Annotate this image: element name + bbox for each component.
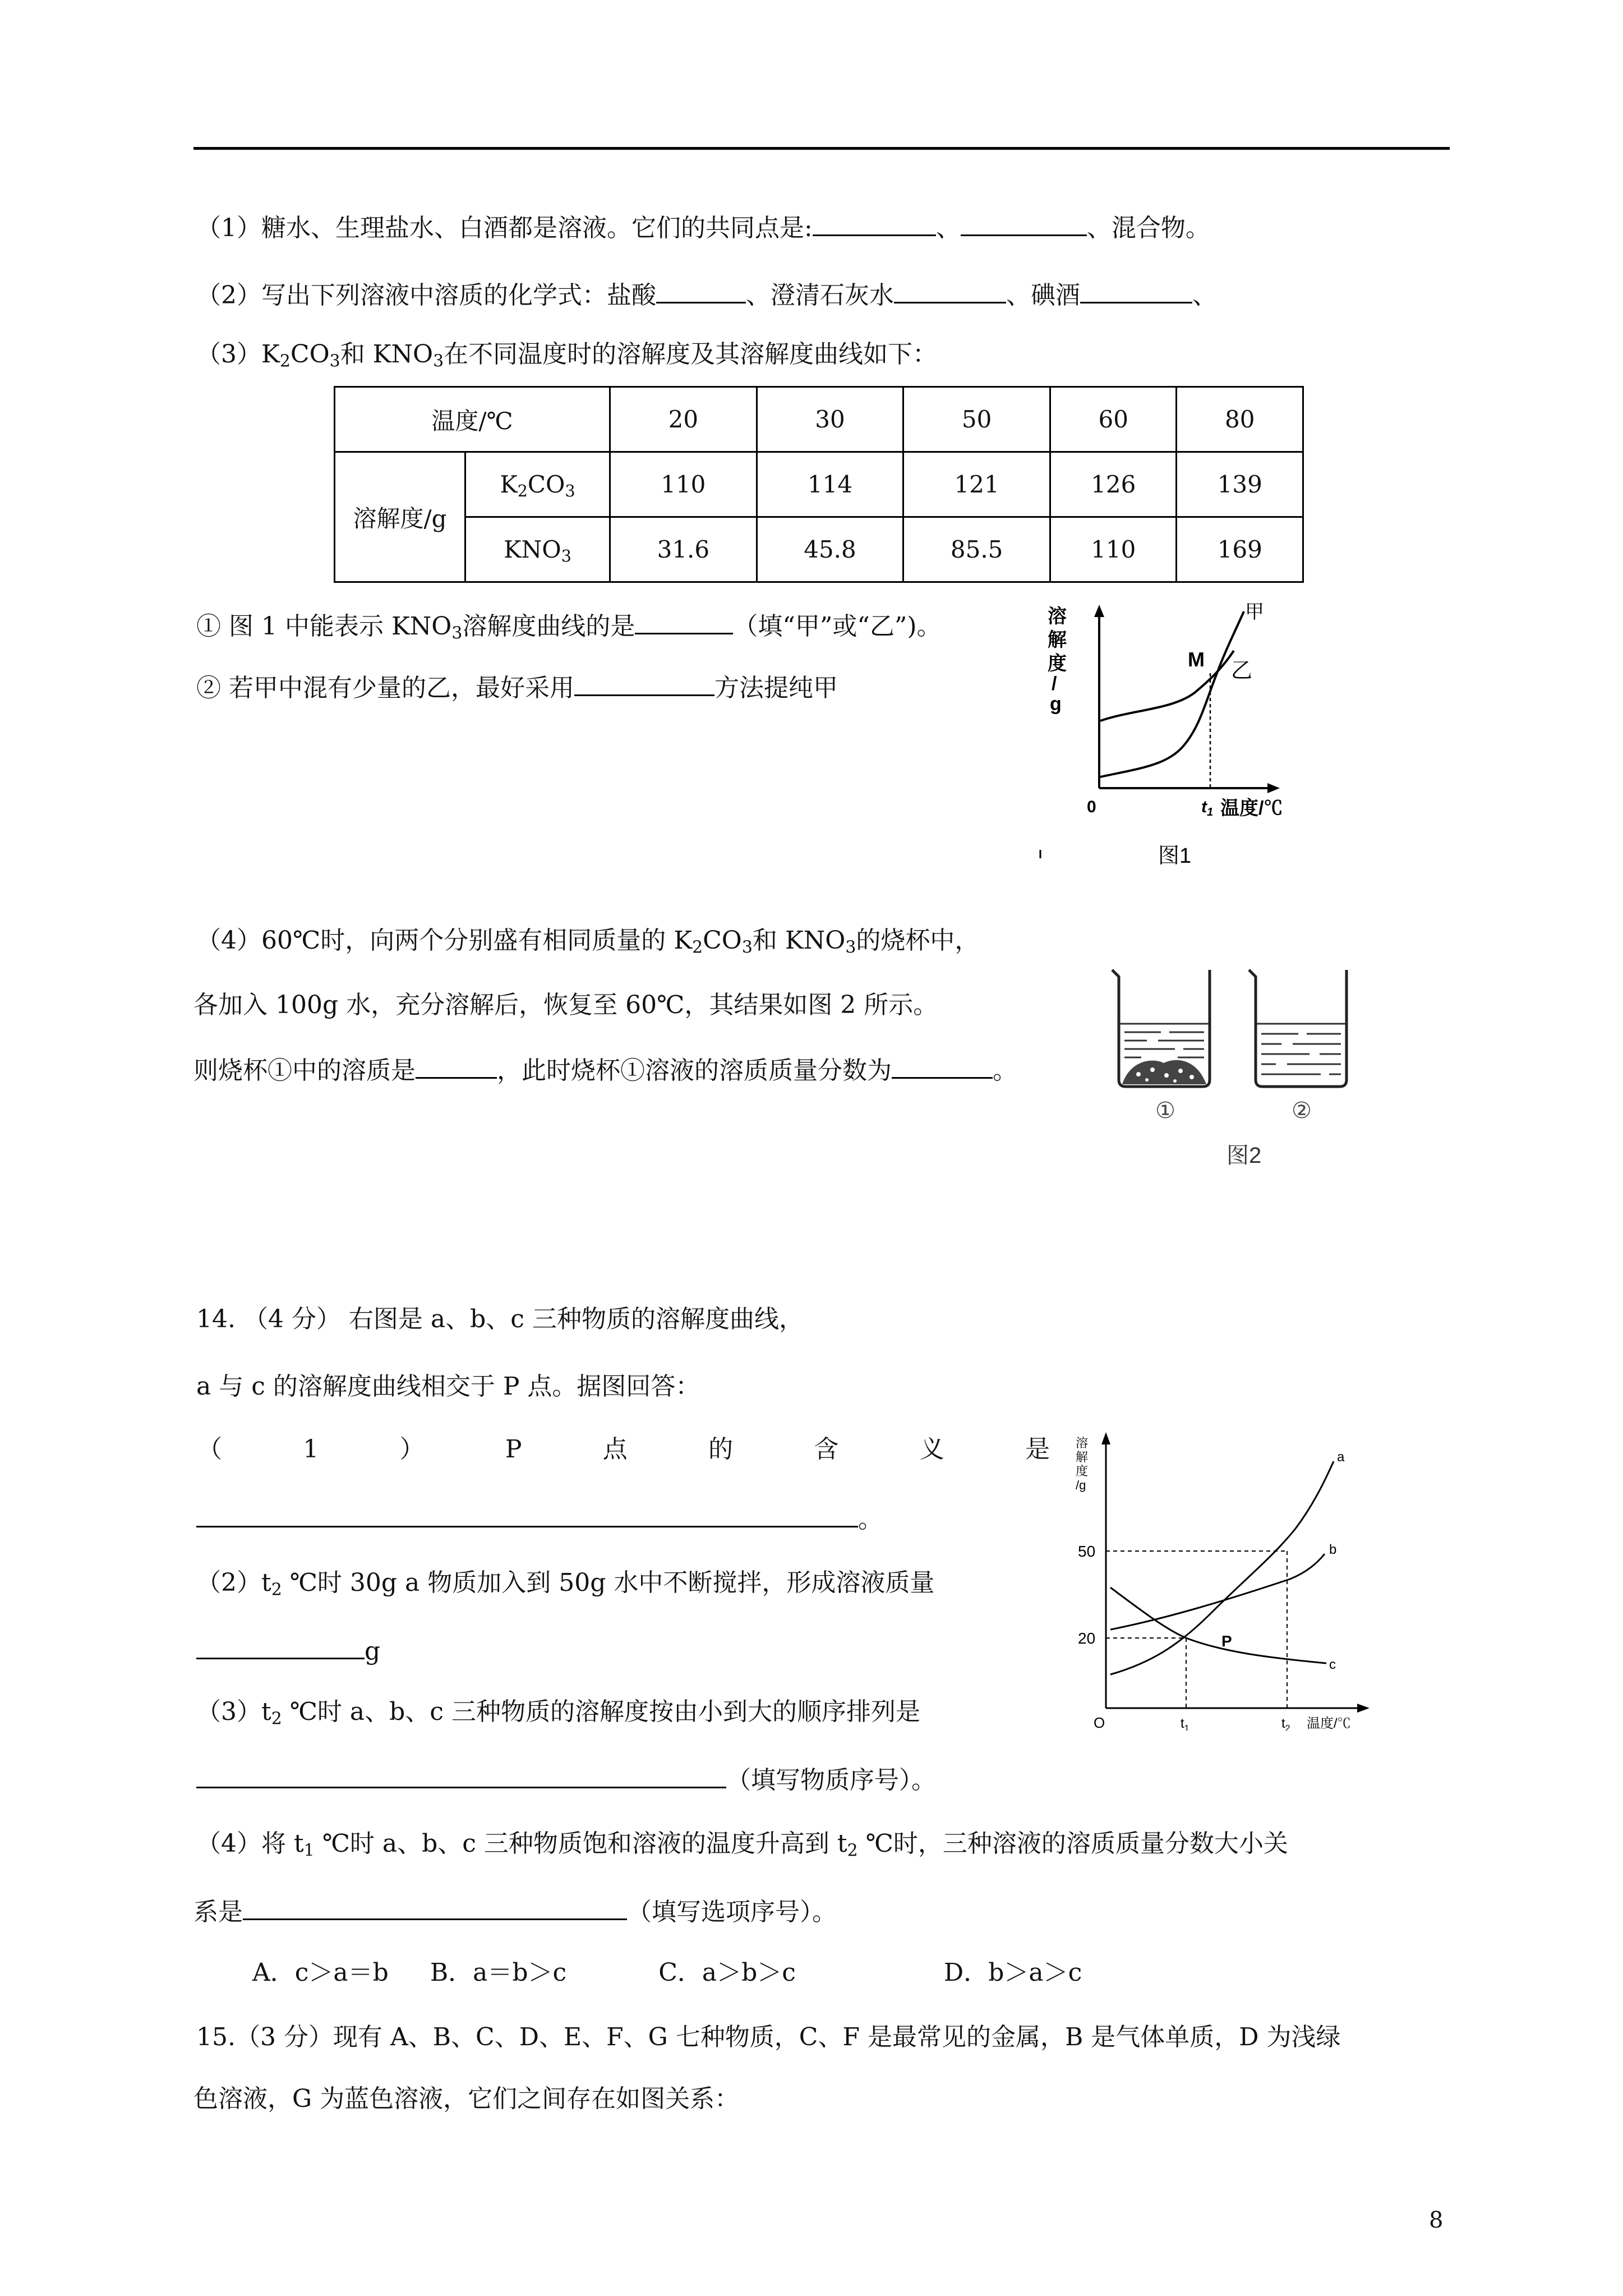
q14-heading: 14. （4 分） 右图是 a、b、c 三种物质的溶解度曲线， [196, 1305, 804, 1333]
table-row [335, 452, 1303, 517]
figure-2-beakers [1108, 962, 1360, 1175]
text: 和 KNO [340, 340, 434, 369]
answer-blank[interactable] [635, 610, 733, 634]
answer-blank[interactable] [1080, 279, 1192, 303]
text: ，此时烧杯①溶液的溶质质量分数为 [497, 1056, 892, 1085]
beaker-1-label: ① [1155, 1098, 1175, 1123]
q15-line2: 色溶液，G 为蓝色溶液，它们之间存在如图关系： [193, 2085, 740, 2113]
beaker-2 [1249, 970, 1347, 1087]
page-number: 8 [1429, 2207, 1444, 2233]
text: CO [703, 926, 742, 955]
q14-part2 [196, 1568, 935, 1600]
q14-part4-answer [193, 1896, 837, 1925]
answer-blank[interactable] [656, 279, 746, 303]
text: 方法提纯甲 [714, 674, 838, 702]
subscript: 2 [271, 1580, 282, 1600]
origin-label: O [1094, 1714, 1105, 1731]
subscript: 3 [451, 623, 463, 643]
figure-1 [1038, 600, 1340, 875]
text: ℃时 a、b、c 三种物质饱和溶液的温度升高到 t [314, 1829, 847, 1858]
answer-blank[interactable] [243, 1896, 627, 1920]
y-axis-arrow [1094, 605, 1104, 617]
q13-part1-text: （1）糖水、生理盐水、白酒都是溶液。它们的共同点是: [196, 214, 813, 242]
subscript: 2 [279, 351, 291, 371]
q14-part2-answer [196, 1635, 380, 1664]
label-yi: 乙 [1231, 659, 1253, 683]
q14-solubility-graph [1066, 1428, 1380, 1731]
text: 在不同温度时的溶解度及其溶解度曲线如下： [444, 340, 938, 369]
x-axis-arrow [1357, 1704, 1370, 1713]
text: ℃时 a、b、c 三种物质的溶解度按由小到大的顺序排列是 [282, 1697, 920, 1726]
figure-2-caption: 图2 [1227, 1143, 1262, 1168]
y-label-char: 溶 [1076, 1436, 1089, 1450]
text: ① 图 1 中能表示 KNO [196, 612, 452, 641]
x-label: 温度/℃ [1220, 798, 1283, 819]
text: （填写物质序号）。 [726, 1766, 936, 1795]
subscript: 3 [845, 937, 856, 958]
q14-figure [1066, 1428, 1380, 1731]
x-axis-arrow [1267, 783, 1280, 793]
table-cell: 126 [1050, 452, 1176, 517]
text: 和 KNO [752, 926, 846, 955]
separator: 、 [1192, 281, 1217, 310]
table-header-solubility: 溶解度/g [335, 452, 465, 582]
y-label-char: 解 [1048, 629, 1067, 651]
table-header-temp: 温度/℃ [335, 387, 610, 452]
text: （3）K [196, 340, 280, 369]
text: ℃时 30g a 物质加入到 50g 水中不断搅拌，形成溶液质量 [282, 1568, 935, 1597]
q14-part3 [196, 1697, 920, 1729]
q13-part1-end: 、混合物。 [1086, 214, 1210, 242]
t1-text: t [1201, 798, 1207, 816]
origin-label: 0 [1087, 798, 1096, 816]
char: 的 [708, 1435, 734, 1464]
text: 溶解度曲线的是 [462, 612, 635, 641]
separator: 、 [935, 214, 961, 242]
text: 系是 [193, 1898, 243, 1926]
t2-subscript: 2 [1285, 1724, 1290, 1731]
text: （4）60℃时，向两个分别盛有相同质量的 K [196, 926, 693, 955]
text: K [500, 471, 518, 498]
char: P [505, 1435, 522, 1464]
answer-blank[interactable] [574, 672, 714, 696]
subscript: 2 [692, 937, 703, 958]
y-axis-arrow [1101, 1432, 1110, 1444]
table-cell: 169 [1177, 517, 1303, 582]
y-tick-20: 20 [1078, 1630, 1096, 1647]
t1-subscript: 1 [1207, 806, 1214, 818]
table-cell: 80 [1177, 387, 1303, 452]
text: （填“甲”或“乙”)。 [733, 612, 942, 641]
text: （2）t [196, 1568, 271, 1597]
y-label-char: 度 [1076, 1464, 1089, 1478]
text: （3）t [196, 1697, 271, 1726]
answer-blank[interactable] [892, 1055, 993, 1079]
t2-label [1281, 1716, 1290, 1731]
subscript: 3 [565, 481, 575, 501]
table-cell: 110 [1050, 517, 1176, 582]
curve-c [1110, 1588, 1326, 1663]
table-cell: 121 [903, 452, 1050, 517]
table-row-label-k2co3 [465, 452, 610, 517]
subscript: 2 [517, 481, 528, 501]
y-label-char: g [1050, 693, 1062, 715]
table-cell: 85.5 [903, 517, 1050, 582]
text: 则烧杯①中的溶质是 [193, 1056, 416, 1085]
curve-b-label: b [1329, 1542, 1337, 1557]
char: 义 [919, 1435, 944, 1464]
text: 。 [858, 1505, 883, 1534]
char: 是 [1025, 1435, 1050, 1464]
text: CO [290, 340, 330, 369]
q13-part2 [196, 279, 1217, 308]
q13-part2-text: （2）写出下列溶液中溶质的化学式：盐酸 [196, 281, 656, 310]
char: ） [399, 1435, 425, 1464]
y-label-char: 溶 [1048, 606, 1067, 627]
q14-line2: a 与 c 的溶解度曲线相交于 P 点。据图回答： [196, 1372, 700, 1401]
curve-jia [1100, 611, 1244, 777]
solubility-table [334, 386, 1304, 583]
x-label: 温度/℃ [1307, 1716, 1351, 1731]
table-cell: 114 [757, 452, 903, 517]
option-c[interactable]: C．a＞b＞c [658, 1958, 796, 1987]
answer-blank[interactable] [196, 1635, 365, 1659]
char: 点 [602, 1435, 628, 1464]
q13-part2-text: 、碘酒 [1006, 281, 1080, 310]
text: 。 [993, 1056, 1017, 1085]
answer-blank[interactable] [813, 212, 936, 236]
option-a[interactable]: A．c＞a＝b [252, 1958, 389, 1987]
t1-label [1201, 798, 1213, 818]
text: CO [527, 471, 565, 498]
answer-blank[interactable] [961, 212, 1087, 236]
q15-line1: 15.（3 分）现有 A、B、C、D、E、F、G 七种物质，C、F 是最常见的金属，B 是气体单质，D 为浅绿 [196, 2023, 1341, 2051]
subscript: 2 [847, 1841, 858, 1861]
q13-part1 [196, 212, 1210, 241]
curve-b [1110, 1554, 1325, 1630]
text: （4）将 t [196, 1829, 304, 1858]
q13-sub2 [196, 672, 838, 701]
curve-c-label: c [1329, 1657, 1336, 1672]
t2-text: t [1281, 1716, 1285, 1731]
q13-sub1 [196, 610, 942, 643]
unit: g [365, 1637, 381, 1665]
table-row [335, 387, 1303, 452]
figure-2 [1108, 962, 1360, 1175]
table-cell: 110 [610, 452, 757, 517]
subscript: 3 [741, 937, 753, 958]
subscript: 3 [329, 351, 340, 371]
text: KNO [504, 536, 561, 563]
t1-subscript: 1 [1184, 1724, 1189, 1731]
subscript: 3 [561, 546, 571, 566]
label-jia: 甲 [1245, 601, 1264, 623]
answer-blank[interactable] [894, 279, 1006, 303]
q13-part4-line1 [196, 926, 980, 958]
table-row [335, 517, 1303, 582]
text: ② 若甲中混有少量的乙，最好采用 [196, 674, 574, 702]
answer-blank[interactable] [196, 1764, 726, 1788]
y-label-char: /g [1076, 1478, 1086, 1492]
q14-part3-answer [196, 1764, 936, 1793]
char: （ [197, 1435, 222, 1464]
answer-blank[interactable] [196, 1503, 858, 1527]
option-b[interactable]: B．a＝b＞c [430, 1958, 567, 1987]
header-rule [193, 147, 1450, 150]
q14-part1-blank-line [196, 1503, 883, 1532]
point-p-label: P [1221, 1632, 1232, 1650]
curve-yi [1100, 651, 1234, 721]
figure-1-graph [1038, 600, 1340, 875]
q14-options [252, 1958, 1082, 1987]
table-cell: 20 [610, 387, 757, 452]
subscript: 3 [433, 351, 444, 371]
char: 1 [303, 1435, 319, 1464]
subscript: 1 [303, 1841, 315, 1861]
label-m: M [1188, 648, 1205, 671]
answer-blank[interactable] [416, 1055, 497, 1079]
t1-label [1181, 1716, 1189, 1731]
y-label-char: / [1052, 673, 1057, 694]
table-cell: 139 [1177, 452, 1303, 517]
q14-part4 [196, 1829, 1288, 1861]
beaker-2-label: ② [1292, 1098, 1312, 1123]
curve-a-label: a [1337, 1450, 1345, 1465]
q13-part3 [196, 340, 938, 371]
q13-part4-line3 [193, 1055, 1017, 1083]
table-cell: 31.6 [610, 517, 757, 582]
figure-1-caption: 图1 [1158, 844, 1192, 868]
text: ℃时，三种溶液的溶质质量分数大小关 [857, 1829, 1288, 1858]
q14-part1-spread [197, 1437, 1050, 1462]
char: 含 [814, 1435, 839, 1464]
table-row-label-kno3 [465, 517, 610, 582]
text: （填写选项序号）。 [627, 1898, 837, 1926]
y-label-char: 解 [1076, 1450, 1089, 1464]
table-cell: 50 [903, 387, 1050, 452]
y-tick-50: 50 [1078, 1543, 1096, 1560]
table-cell: 60 [1050, 387, 1176, 452]
subscript: 2 [271, 1709, 282, 1729]
table-cell: 45.8 [757, 517, 903, 582]
beaker-1 [1112, 970, 1210, 1087]
text: 的烧杯中， [856, 926, 980, 955]
y-label-char: 度 [1048, 653, 1067, 674]
q13-part2-text: 、澄清石灰水 [746, 281, 894, 310]
t1-text: t [1181, 1716, 1184, 1731]
table-cell: 30 [757, 387, 903, 452]
option-d[interactable]: D．b＞a＞c [943, 1958, 1082, 1987]
q13-part4-line2: 各加入 100g 水，充分溶解后，恢复至 60℃，其结果如图 2 所示。 [193, 991, 938, 1019]
